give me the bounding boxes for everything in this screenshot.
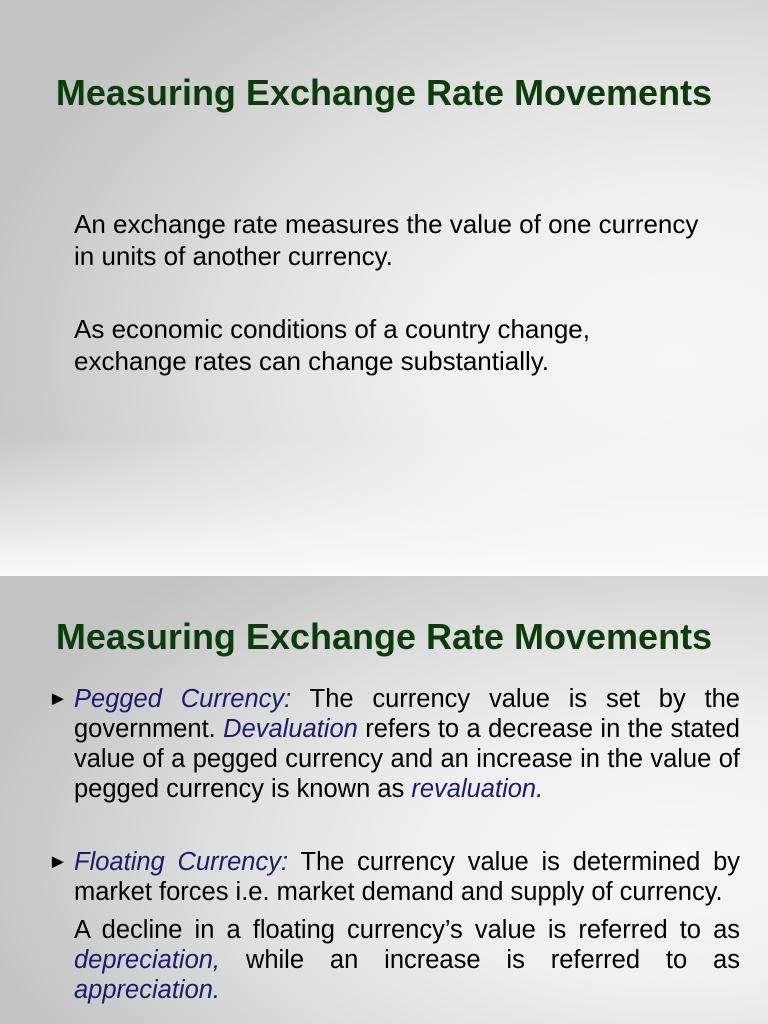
slide-title: Measuring Exchange Rate Movements bbox=[55, 72, 713, 113]
bullet-text-part: refers to a decrease in the stated value of a pegged currency and an increase in the value of pegged currency is known as bbox=[74, 715, 740, 803]
pegged-currency-bullet bbox=[48, 684, 740, 804]
bullet-text-part: while an increase is referred to as bbox=[220, 946, 740, 974]
triangle-right-icon: ► bbox=[48, 851, 68, 873]
bullet-subparagraph bbox=[74, 915, 740, 1005]
term-pegged-currency: Pegged Currency: bbox=[74, 685, 292, 713]
bullet-text bbox=[74, 847, 740, 907]
term-appreciation: appreciation. bbox=[74, 976, 221, 1004]
term-devaluation: Devaluation bbox=[223, 715, 358, 743]
definition-paragraph: An exchange rate measures the value of one currency in units of another currency. bbox=[74, 209, 699, 271]
bullet-text bbox=[74, 684, 740, 804]
bullet-text-part: The currency value is set by the government. bbox=[74, 685, 740, 743]
floating-currency-bullet bbox=[48, 847, 740, 1005]
bullet-text-part: The currency value is determined by market forces i.e. market demand and supply of currency. bbox=[74, 848, 740, 906]
bullet-text-part: A decline in a floating currency’s value is referred to as bbox=[74, 916, 740, 944]
term-floating-currency: Floating Currency: bbox=[74, 848, 289, 876]
slide-2 bbox=[0, 576, 768, 1024]
slide-title: Measuring Exchange Rate Movements bbox=[55, 616, 713, 657]
triangle-right-icon: ► bbox=[48, 688, 68, 710]
economic-conditions-paragraph: As economic conditions of a country change, exchange rates can change substantially. bbox=[74, 314, 590, 376]
term-depreciation: depreciation, bbox=[74, 946, 221, 974]
term-revaluation: revaluation. bbox=[411, 775, 544, 803]
